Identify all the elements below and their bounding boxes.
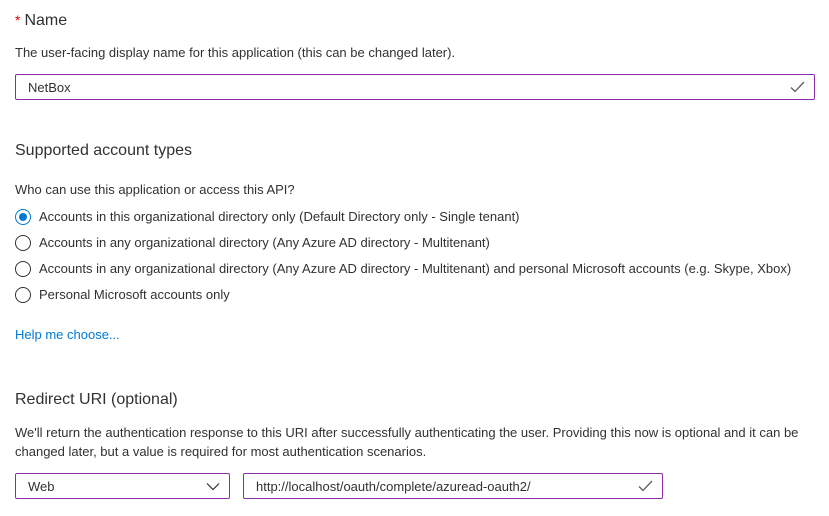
account-types-radio-group [15, 204, 791, 308]
name-input[interactable] [16, 75, 789, 99]
check-icon [789, 79, 805, 95]
radio-option-label: Accounts in any organizational directory (Any Azure AD directory - Multitenant) and personal Microsoft accounts (e.g. Skype, Xbox) [39, 261, 792, 276]
radio-button[interactable] [15, 261, 31, 277]
radio-option-label: Personal Microsoft accounts only [39, 287, 230, 302]
radio-button[interactable] [15, 209, 31, 225]
chevron-down-icon [206, 479, 220, 494]
redirect-uri-input[interactable] [244, 474, 637, 498]
help-me-choose-link[interactable]: Help me choose... [15, 327, 120, 342]
account-types-question: Who can use this application or access this API? [15, 182, 295, 197]
radio-button[interactable] [15, 287, 31, 303]
radio-option-label: Accounts in any organizational directory (Any Azure AD directory - Multitenant) [39, 235, 490, 250]
name-title-text: Name [24, 12, 68, 29]
radio-option-multitenant[interactable] [15, 230, 791, 256]
required-asterisk: * [15, 12, 21, 28]
account-types-title: Supported account types [15, 142, 193, 159]
name-input-container [15, 74, 815, 100]
platform-select-dropdown[interactable] [15, 473, 230, 499]
radio-option-multitenant-personal[interactable] [15, 256, 791, 282]
platform-selected-value: Web [28, 478, 55, 494]
name-section-title [15, 10, 67, 31]
redirect-uri-description: We'll return the authentication response to this URI after successfully authenticating the user. Providing this now is optional and it can be changed later, but a value is required for most authentication scenarios. [15, 425, 799, 459]
redirect-uri-title: Redirect URI (optional) [15, 391, 178, 408]
check-icon [637, 478, 653, 494]
radio-option-label: Accounts in this organizational directory only (Default Directory only - Single tenant) [39, 209, 520, 224]
radio-option-personal-only[interactable] [15, 282, 791, 308]
radio-option-single-tenant[interactable] [15, 204, 791, 230]
name-description: The user-facing display name for this application (this can be changed later). [15, 45, 456, 60]
radio-button[interactable] [15, 235, 31, 251]
redirect-uri-controls [15, 473, 663, 499]
redirect-uri-input-container [243, 473, 663, 499]
